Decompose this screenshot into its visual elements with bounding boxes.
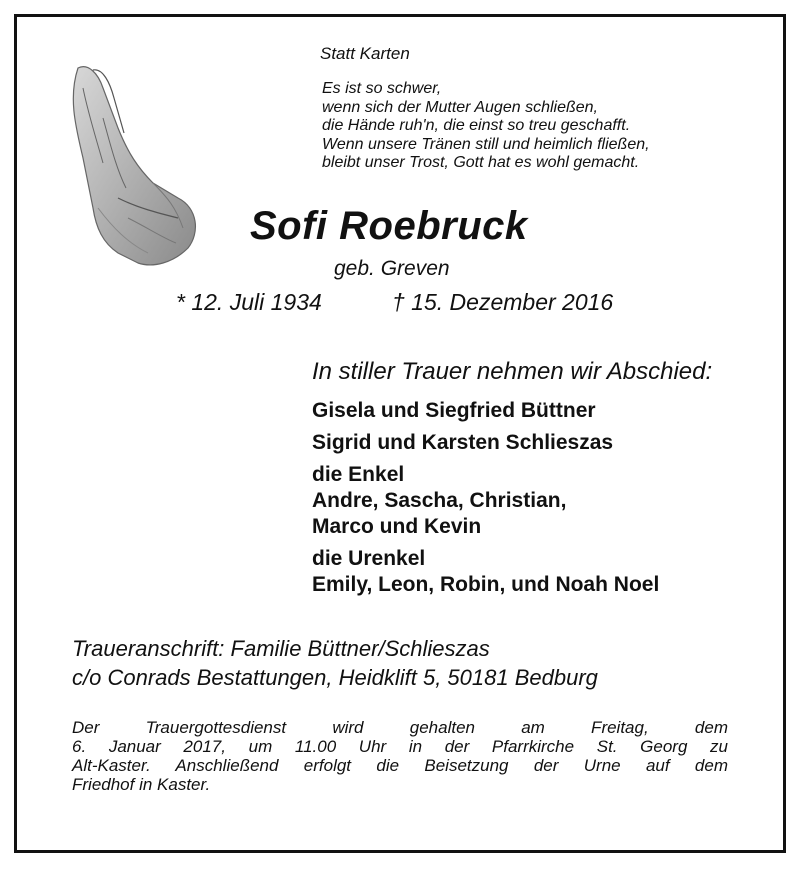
service-line: 6. Januar 2017, um 11.00 Uhr in der Pfarrkirche St. Georg zu: [72, 737, 728, 756]
mourner-line: Gisela und Siegfried Büttner: [312, 399, 596, 422]
poem-line: Wenn unsere Tränen still und heimlich fließen,: [322, 135, 650, 153]
poem-line: wenn sich der Mutter Augen schließen,: [322, 98, 598, 116]
mourning-intro: In stiller Trauer nehmen wir Abschied:: [312, 358, 713, 385]
poem: [322, 80, 762, 173]
mourner-line: Sigrid und Karsten Schlieszas: [312, 431, 614, 454]
poem-line: bleibt unser Trost, Gott hat es wohl gemacht.: [322, 154, 640, 171]
service-line: Friedhof in Kaster.: [72, 775, 211, 794]
praying-hands-icon: [58, 58, 208, 278]
statt-karten-label: Statt Karten: [320, 44, 410, 63]
mourner-line: die Urenkel: [312, 547, 426, 570]
mourners-list: [312, 398, 659, 598]
maiden-name: geb. Greven: [334, 257, 450, 280]
deceased-name: Sofi Roebruck: [250, 204, 528, 248]
mourner-line: Emily, Leon, Robin, und Noah Noel: [312, 573, 660, 596]
service-line: Alt-Kaster. Anschließend erfolgt die Beisetzung der Urne auf dem: [72, 756, 728, 775]
mourner-line: Marco und Kevin: [312, 515, 482, 538]
mourner-line: Andre, Sascha, Christian,: [312, 489, 567, 512]
address-line: Traueranschrift: Familie Büttner/Schlieszas: [72, 636, 490, 661]
death-date: † 15. Dezember 2016: [392, 289, 614, 315]
mourner-line: die Enkel: [312, 463, 405, 486]
service-notice: [72, 718, 728, 794]
poem-line: die Hände ruh'n, die einst so treu geschafft.: [322, 117, 631, 134]
poem-line: Es ist so schwer,: [322, 80, 442, 97]
address-line: c/o Conrads Bestattungen, Heidklift 5, 50181 Bedburg: [72, 665, 598, 690]
mourning-address: [72, 634, 598, 692]
service-line: Der Trauergottesdienst wird gehalten am Freitag, dem: [72, 718, 728, 737]
birth-date: * 12. Juli 1934: [176, 289, 322, 315]
